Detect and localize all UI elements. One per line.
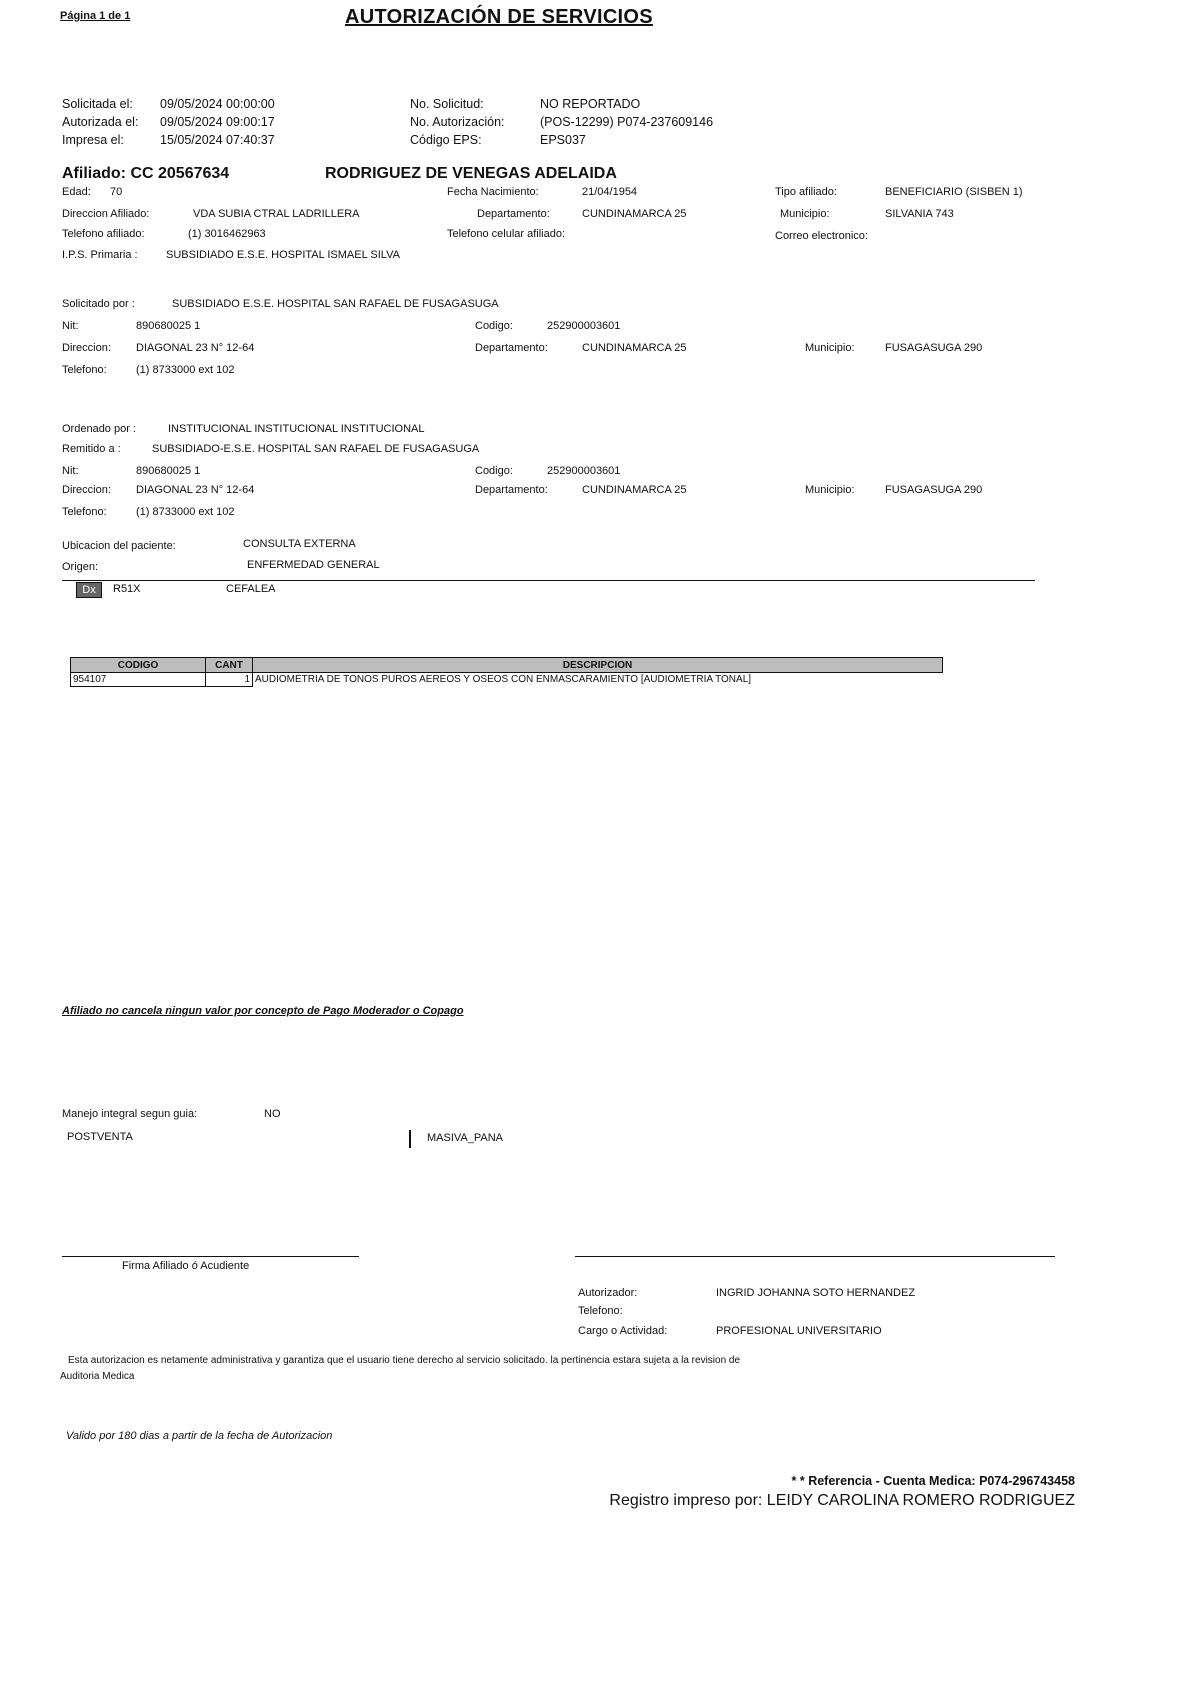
masiva-label: MASIVA_PANA (427, 1132, 504, 1144)
affiliate-name: RODRIGUEZ DE VENEGAS ADELAIDA (325, 165, 617, 182)
solicitado-value: SUBSIDIADO E.S.E. HOSPITAL SAN RAFAEL DE FUSAGASUGA (172, 298, 499, 310)
document-title: AUTORIZACIÓN DE SERVICIOS (345, 6, 653, 28)
col-codigo: CODIGO (71, 658, 206, 673)
direccion-afiliado-label: Direccion Afiliado: (62, 208, 150, 220)
origen-label: Origen: (62, 561, 99, 573)
solicitado-nit-value: 890680025 1 (136, 320, 201, 332)
autorizada-label: Autorizada el: (62, 115, 139, 129)
registro-impreso: Registro impreso por: LEIDY CAROLINA ROMERO RODRIGUEZ (609, 1492, 1075, 1509)
divider-clinical (62, 580, 1035, 581)
ordenado-municipio-value: FUSAGASUGA 290 (885, 484, 983, 496)
ips-label: I.P.S. Primaria : (62, 249, 138, 261)
cell-cant: 1 (206, 673, 253, 687)
edad-value: 70 (110, 186, 123, 198)
solicitado-label: Solicitado por : (62, 298, 135, 310)
solicitado-departamento-label: Departamento: (475, 342, 548, 354)
edad-label: Edad: (62, 186, 91, 198)
separator-bar (409, 1130, 411, 1148)
solicitado-municipio-value: FUSAGASUGA 290 (885, 342, 983, 354)
ordenado-nit-label: Nit: (62, 465, 79, 477)
codigo-eps-value: EPS037 (540, 133, 586, 147)
municipio-afiliado-value: SILVANIA 743 (885, 208, 954, 220)
fecha-nac-value: 21/04/1954 (582, 186, 638, 198)
firma-afiliado-label: Firma Afiliado ó Acudiente (122, 1260, 250, 1272)
origen-value: ENFERMEDAD GENERAL (247, 559, 380, 571)
ordenado-direccion-label: Direccion: (62, 484, 111, 496)
ordenado-departamento-value: CUNDINAMARCA 25 (582, 484, 687, 496)
postventa-label: POSTVENTA (67, 1131, 133, 1143)
solicitado-telefono-value: (1) 8733000 ext 102 (136, 364, 235, 376)
autorizador-telefono-label: Telefono: (578, 1305, 623, 1317)
ordenado-direccion-value: DIAGONAL 23 N° 12-64 (136, 484, 255, 496)
cargo-value: PROFESIONAL UNIVERSITARIO (716, 1325, 882, 1337)
departamento-afiliado-label: Departamento: (477, 208, 550, 220)
col-descripcion: DESCRIPCION (253, 658, 943, 673)
ordenado-telefono-value: (1) 8733000 ext 102 (136, 506, 235, 518)
cell-descripcion: AUDIOMETRIA DE TONOS PUROS AEREOS Y OSEOS CON ENMASCARAMIENTO [AUDIOMETRIA TONAL] (253, 673, 943, 687)
dx-tag: Dx (76, 582, 102, 598)
departamento-afiliado-value: CUNDINAMARCA 25 (582, 208, 687, 220)
dx-code: R51X (113, 583, 141, 595)
remitido-value: SUBSIDIADO-E.S.E. HOSPITAL SAN RAFAEL DE FUSAGASUGA (152, 443, 480, 455)
telefono-afiliado-label: Telefono afiliado: (62, 228, 145, 240)
solicitado-departamento-value: CUNDINAMARCA 25 (582, 342, 687, 354)
solicitado-codigo-value: 252900003601 (547, 320, 621, 332)
solicitado-nit-label: Nit: (62, 320, 79, 332)
no-autorizacion-label: No. Autorización: (410, 115, 505, 129)
solicitado-telefono-label: Telefono: (62, 364, 107, 376)
remitido-label: Remitido a : (62, 443, 121, 455)
no-solicitud-value: NO REPORTADO (540, 97, 641, 111)
signature-line-autorizador (575, 1256, 1055, 1257)
col-cant: CANT (206, 658, 253, 673)
manejo-value: NO (264, 1108, 281, 1120)
manejo-label: Manejo integral segun guia: (62, 1108, 198, 1120)
autorizada-value: 09/05/2024 09:00:17 (160, 115, 275, 129)
ordenado-municipio-label: Municipio: (805, 484, 855, 496)
referencia-cuenta: * * Referencia - Cuenta Medica: P074-296743458 (791, 1474, 1075, 1488)
solicitado-direccion-value: DIAGONAL 23 N° 12-64 (136, 342, 255, 354)
services-table (70, 657, 943, 687)
ips-value: SUBSIDIADO E.S.E. HOSPITAL ISMAEL SILVA (166, 249, 400, 261)
disclaimer-line-2: Auditoria Medica (60, 1371, 135, 1382)
services-header-row (71, 658, 943, 673)
solicitada-label: Solicitada el: (62, 97, 133, 111)
ordenado-codigo-label: Codigo: (475, 465, 513, 477)
no-solicitud-label: No. Solicitud: (410, 97, 484, 111)
solicitado-municipio-label: Municipio: (805, 342, 855, 354)
affiliate-id: Afiliado: CC 20567634 (62, 165, 230, 182)
ordenado-nit-value: 890680025 1 (136, 465, 201, 477)
autorizador-value: INGRID JOHANNA SOTO HERNANDEZ (716, 1287, 916, 1299)
ordenado-label: Ordenado por : (62, 423, 136, 435)
fecha-nac-label: Fecha Nacimiento: (447, 186, 539, 198)
solicitado-direccion-label: Direccion: (62, 342, 111, 354)
disclaimer-line-1: Esta autorizacion es netamente administrativa y garantiza que el usuario tiene derecho al servicio solicitado. la pertinencia estara sujeta a la revision de (68, 1355, 741, 1366)
ordenado-departamento-label: Departamento: (475, 484, 548, 496)
municipio-afiliado-label: Municipio: (780, 208, 830, 220)
signature-line-afiliado (62, 1256, 359, 1257)
copago-note: Afiliado no cancela ningun valor por concepto de Pago Moderador o Copago (62, 1005, 464, 1017)
autorizador-label: Autorizador: (578, 1287, 638, 1299)
cargo-label: Cargo o Actividad: (578, 1325, 668, 1337)
ordenado-value: INSTITUCIONAL INSTITUCIONAL INSTITUCIONAL (168, 423, 425, 435)
tipo-afiliado-value: BENEFICIARIO (SISBEN 1) (885, 186, 1023, 198)
table-row (71, 673, 943, 687)
telefono-afiliado-value: (1) 3016462963 (188, 228, 266, 240)
cell-codigo: 954107 (71, 673, 206, 687)
celular-afiliado-label: Telefono celular afiliado: (447, 228, 566, 240)
ubicacion-value: CONSULTA EXTERNA (243, 538, 356, 550)
ubicacion-label: Ubicacion del paciente: (62, 540, 176, 552)
direccion-afiliado-value: VDA SUBIA CTRAL LADRILLERA (193, 208, 360, 220)
ordenado-codigo-value: 252900003601 (547, 465, 621, 477)
codigo-eps-label: Código EPS: (410, 133, 482, 147)
tipo-afiliado-label: Tipo afiliado: (775, 186, 837, 198)
dx-description: CEFALEA (226, 583, 276, 595)
impresa-label: Impresa el: (62, 133, 124, 147)
validez-note: Valido por 180 dias a partir de la fecha de Autorizacion (66, 1430, 333, 1442)
no-autorizacion-value: (POS-12299) P074-237609146 (540, 115, 714, 129)
solicitada-value: 09/05/2024 00:00:00 (160, 97, 275, 111)
ordenado-telefono-label: Telefono: (62, 506, 107, 518)
impresa-value: 15/05/2024 07:40:37 (160, 133, 275, 147)
solicitado-codigo-label: Codigo: (475, 320, 513, 332)
correo-label: Correo electronico: (775, 230, 868, 242)
page-number: Página 1 de 1 (60, 10, 131, 22)
